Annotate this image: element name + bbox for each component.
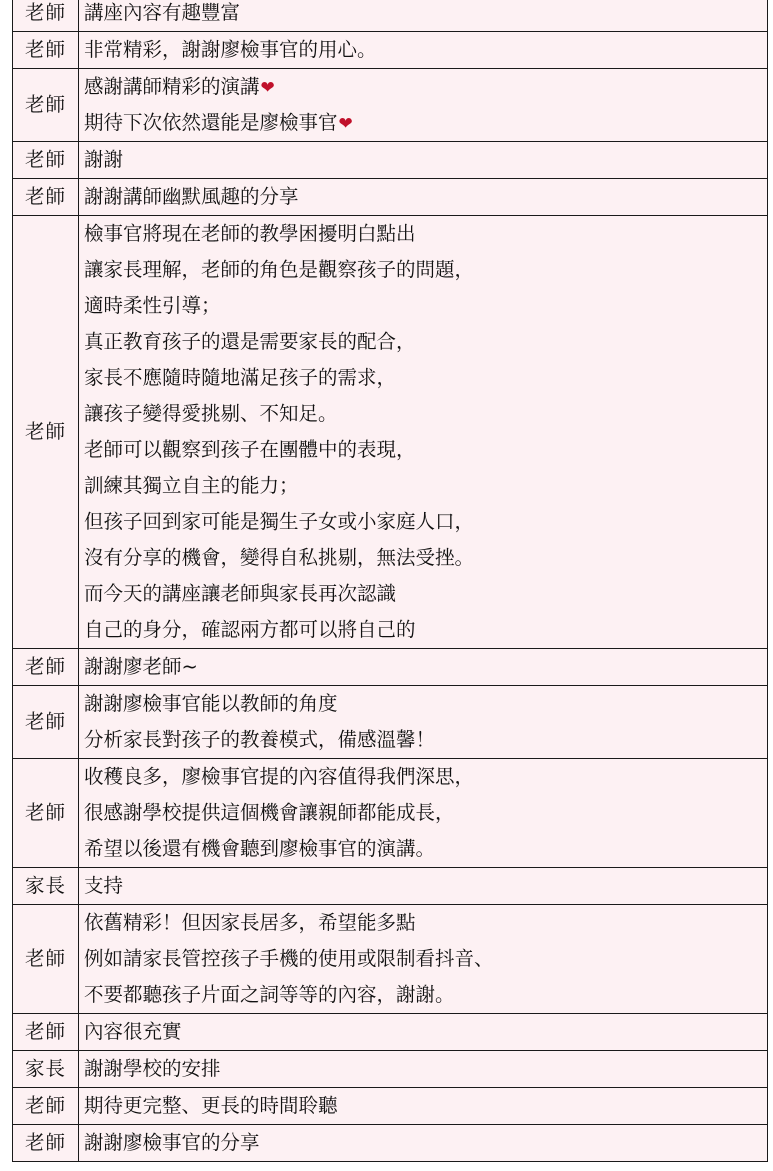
- comment-line: 非常精彩，謝謝廖檢事官的用心。: [84, 38, 377, 61]
- comment-cell: [79, 649, 768, 686]
- comment-line: 不要都聽孩子片面之詞等等的內容，謝謝。: [84, 983, 455, 1006]
- table-row: [13, 216, 768, 649]
- table-row: [13, 868, 768, 905]
- comment-cell: [79, 69, 768, 142]
- respondent-role-cell: 老師: [13, 759, 79, 868]
- respondent-role-cell: 老師: [13, 1014, 79, 1051]
- comment-cell: [79, 0, 768, 32]
- comment-line: 支持: [84, 874, 124, 897]
- table-row: [13, 905, 768, 1014]
- comment-cell: [79, 1051, 768, 1088]
- comment-line: 謝謝廖老師~: [84, 655, 198, 678]
- table-row: [13, 142, 768, 179]
- table-row: [13, 0, 768, 32]
- comment-line: 謝謝講師幽默風趣的分享: [84, 185, 299, 208]
- comment-line-wrap: [84, 105, 763, 141]
- feedback-table: [12, 0, 768, 1162]
- comment-cell: [79, 142, 768, 179]
- comment-line: 讓孩子變得愛挑剔、不知足。: [84, 402, 338, 425]
- heart-icon: ❤: [260, 78, 275, 98]
- comment-line: 依舊精彩！但因家長居多，希望能多點: [84, 911, 416, 934]
- comment-line: 家長不應隨時隨地滿足孩子的需求，: [84, 366, 397, 389]
- comment-cell: [79, 759, 768, 868]
- comment-line: 感謝講師精彩的演講: [84, 75, 260, 98]
- comment-line: 例如請家長管控孩子手機的使用或限制看抖音、: [84, 947, 494, 970]
- table-row: [13, 1125, 768, 1162]
- respondent-role-cell: 家長: [13, 868, 79, 905]
- comment-line: 分析家長對孩子的教養模式，備感溫馨！: [84, 728, 436, 751]
- table-row: [13, 1088, 768, 1125]
- comment-line: 講座內容有趣豐富: [84, 1, 241, 24]
- comment-cell: [79, 1088, 768, 1125]
- comment-line: 讓家長理解，老師的角色是觀察孩子的問題，: [84, 258, 475, 281]
- respondent-role-cell: 老師: [13, 32, 79, 69]
- table-row: [13, 69, 768, 142]
- comment-line: 檢事官將現在老師的教學困擾明白點出: [84, 222, 416, 245]
- comment-line: 適時柔性引導；: [84, 294, 221, 317]
- comment-line: 謝謝: [84, 148, 124, 171]
- comment-line: 老師可以觀察到孩子在團體中的表現，: [84, 438, 416, 461]
- comment-cell: [79, 1125, 768, 1162]
- table-row: [13, 759, 768, 868]
- respondent-role-cell: 老師: [13, 216, 79, 649]
- comment-line: 沒有分享的機會，變得自私挑剔，無法受挫。: [84, 546, 475, 569]
- comment-cell: [79, 868, 768, 905]
- respondent-role-cell: 老師: [13, 1088, 79, 1125]
- comment-cell: [79, 905, 768, 1014]
- comment-cell: [79, 1014, 768, 1051]
- comment-cell: [79, 686, 768, 759]
- respondent-role-cell: 老師: [13, 1125, 79, 1162]
- table-row: [13, 1051, 768, 1088]
- comment-line: 很感謝學校提供這個機會讓親師都能成長，: [84, 801, 455, 824]
- comment-cell: [79, 216, 768, 649]
- comment-line: 而今天的講座讓老師與家長再次認識: [84, 582, 397, 605]
- comment-cell: [79, 179, 768, 216]
- heart-icon: ❤: [338, 114, 353, 134]
- respondent-role-cell: 老師: [13, 0, 79, 32]
- feedback-table-body: [13, 0, 768, 1162]
- table-row: [13, 686, 768, 759]
- comment-line: 內容很充實: [84, 1020, 182, 1043]
- comment-line: 但孩子回到家可能是獨生子女或小家庭人口，: [84, 510, 475, 533]
- respondent-role-cell: 老師: [13, 905, 79, 1014]
- comment-line: 謝謝學校的安排: [84, 1057, 221, 1080]
- respondent-role-cell: 老師: [13, 142, 79, 179]
- comment-line: 期待更完整、更長的時間聆聽: [84, 1094, 338, 1117]
- comment-line: 自己的身分，確認兩方都可以將自己的: [84, 618, 416, 641]
- respondent-role-cell: 老師: [13, 69, 79, 142]
- table-row: [13, 649, 768, 686]
- respondent-role-cell: 老師: [13, 686, 79, 759]
- comment-line: 謝謝廖檢事官的分享: [84, 1131, 260, 1154]
- respondent-role-cell: 家長: [13, 1051, 79, 1088]
- comment-line: 真正教育孩子的還是需要家長的配合，: [84, 330, 416, 353]
- comment-line: 期待下次依然還能是廖檢事官: [84, 111, 338, 134]
- table-row: [13, 179, 768, 216]
- table-row: [13, 32, 768, 69]
- table-row: [13, 1014, 768, 1051]
- comment-line: 謝謝廖檢事官能以教師的角度: [84, 692, 338, 715]
- comment-line: 收穫良多，廖檢事官提的內容值得我們深思，: [84, 765, 475, 788]
- respondent-role-cell: 老師: [13, 179, 79, 216]
- comment-line: 訓練其獨立自主的能力；: [84, 474, 299, 497]
- comment-cell: [79, 32, 768, 69]
- comment-line-wrap: [84, 69, 763, 105]
- comment-line: 希望以後還有機會聽到廖檢事官的演講。: [84, 837, 436, 860]
- respondent-role-cell: 老師: [13, 649, 79, 686]
